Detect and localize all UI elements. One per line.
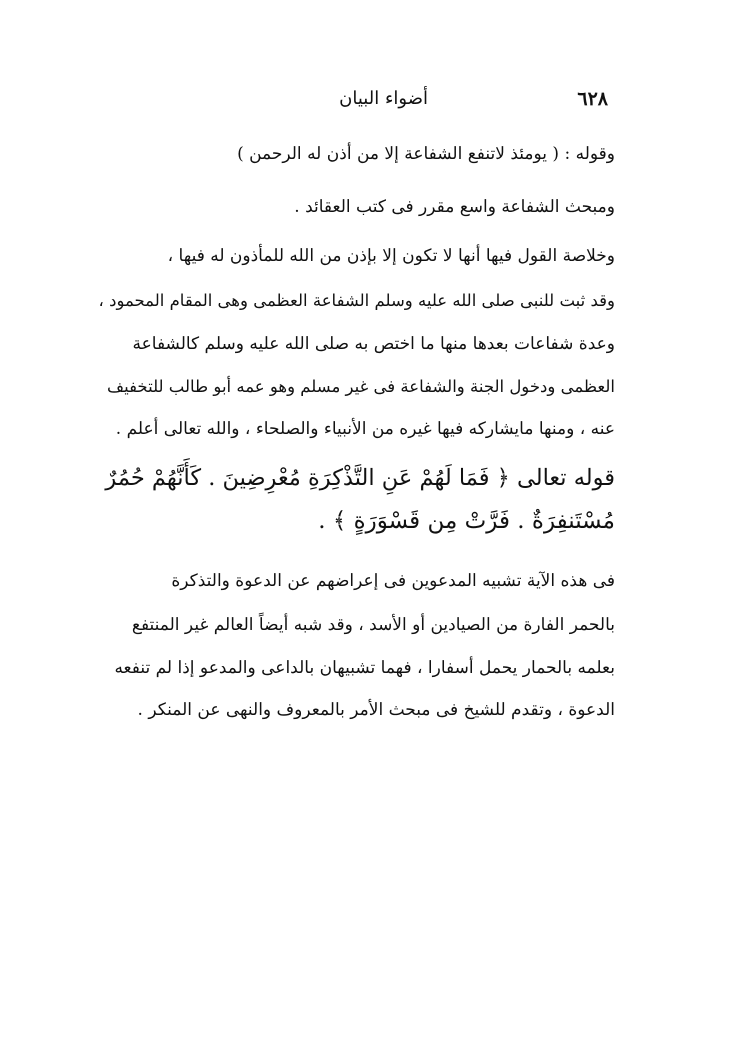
text-line: وعدة شفاعات بعدها منها ما اختص به صلى الله عليه وسلم كالشفاعة <box>132 334 615 354</box>
page-number: ٦٢٨ <box>577 88 608 110</box>
text-line: العظمى ودخول الجنة والشفاعة فى غير مسلم وهو عمه أبو طالب للتخفيف <box>107 377 615 396</box>
text-line: بعلمه بالحمار يحمل أسفارا ، فهما تشبيهان بالداعى والمدعو إذا لم تنفعه <box>114 658 615 678</box>
page-header <box>108 88 608 118</box>
text-line: بالحمر الفارة من الصيادين أو الأسد ، وقد شبه أيضاً العالم غير المنتفع <box>131 615 615 635</box>
text-line: فى هذه الآية تشبيه المدعوين فى إعراضهم عن الدعوة والتذكرة <box>171 571 615 591</box>
text-line: وقوله : ( يومئذ لاتنفع الشفاعة إلا من أذن له الرحمن ) <box>237 144 615 164</box>
quran-verse-line: مُسْتَنفِرَةٌ . فَرَّتْ مِن قَسْوَرَةٍ ﴾ . <box>318 508 615 534</box>
running-title: أضواء البيان <box>339 88 428 109</box>
quran-verse-line: قوله تعالى ﴿ فَمَا لَهُمْ عَنِ التَّذْكِرَةِ مُعْرِضِينَ . كَأَنَّهُمْ حُمُرٌ <box>105 465 615 491</box>
text-line: الدعوة ، وتقدم للشيخ فى مبحث الأمر بالمعروف والنهى عن المنكر . <box>137 700 615 720</box>
text-line: وقد ثبت للنبى صلى الله عليه وسلم الشفاعة العظمى وهى المقام المحمود ، <box>98 291 615 310</box>
text-line: ومبحث الشفاعة واسع مقرر فى كتب العقائد . <box>294 197 615 217</box>
text-line: وخلاصة القول فيها أنها لا تكون إلا بإذن من الله للمأذون له فيها ، <box>167 246 615 266</box>
text-line: عنه ، ومنها مايشاركه فيها غيره من الأنبياء والصلحاء ، والله تعالى أعلم . <box>115 419 615 439</box>
